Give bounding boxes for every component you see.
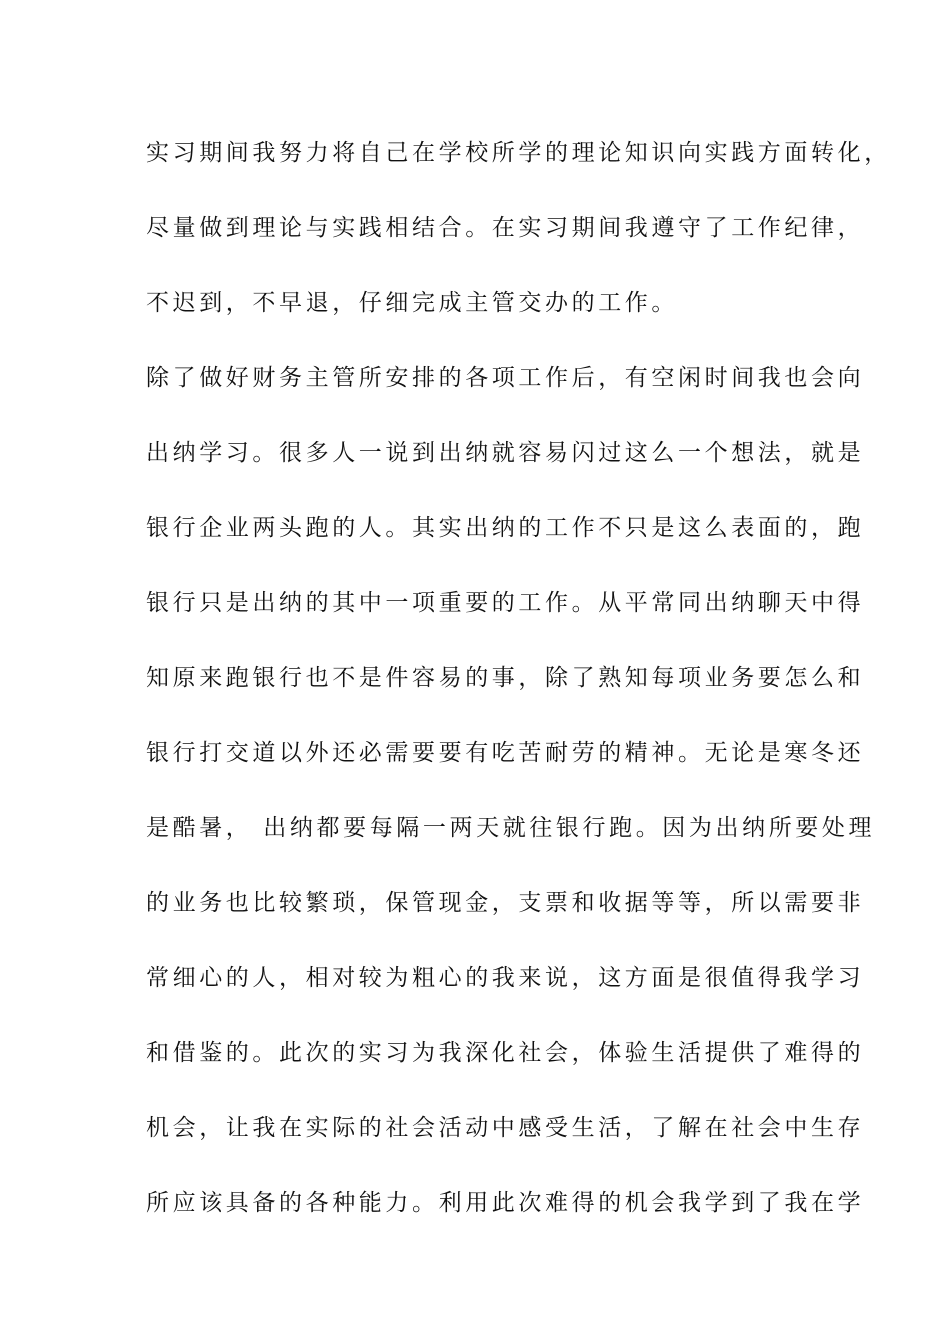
text-line-4: 除了做好财务主管所安排的各项工作后，有空闲时间我也会向 (146, 365, 865, 391)
text-line-5: 出纳学习。很多人一说到出纳就容易闪过这么一个想法，就是 (146, 440, 865, 466)
text-line-15: 所应该具备的各种能力。利用此次难得的机会我学到了我在学 (146, 1190, 865, 1216)
text-line-12: 常细心的人，相对较为粗心的我来说，这方面是很值得我学习 (146, 965, 865, 991)
text-line-3: 不迟到，不早退，仔细完成主管交办的工作。 (146, 290, 678, 316)
text-line-14: 机会，让我在实际的社会活动中感受生活，了解在社会中生存 (146, 1115, 865, 1141)
text-line-13: 和借鉴的。此次的实习为我深化社会，体验生活提供了难得的 (146, 1040, 865, 1066)
text-line-7: 银行只是出纳的其中一项重要的工作。从平常同出纳聊天中得 (146, 590, 865, 616)
body-text (146, 130, 891, 1255)
text-line-9: 银行打交道以外还必需要要有吃苦耐劳的精神。无论是寒冬还 (146, 740, 865, 766)
text-line-6: 银行企业两头跑的人。其实出纳的工作不只是这么表面的，跑 (146, 515, 865, 541)
text-line-11: 的业务也比较繁琐，保管现金，支票和收据等等，所以需要非 (146, 890, 865, 916)
text-line-10: 是酷暑， 出纳都要每隔一两天就往银行跑。因为出纳所要处理 (146, 815, 876, 841)
text-line-1: 实习期间我努力将自己在学校所学的理论知识向实践方面转化， (146, 140, 891, 166)
text-line-8: 知原来跑银行也不是件容易的事，除了熟知每项业务要怎么和 (146, 665, 865, 691)
text-line-2: 尽量做到理论与实践相结合。在实习期间我遵守了工作纪律， (146, 215, 865, 241)
